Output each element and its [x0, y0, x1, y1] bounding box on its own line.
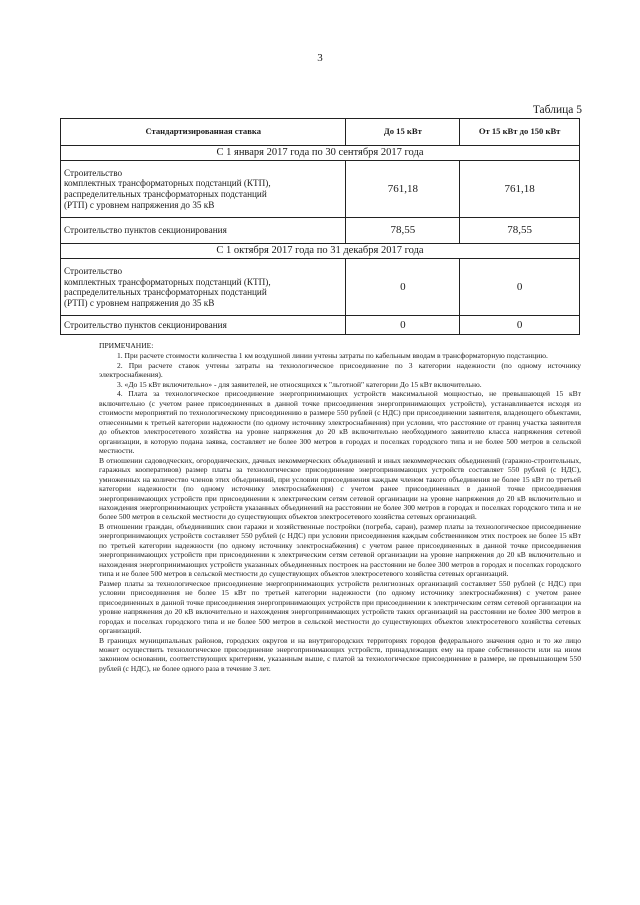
notes-section — [99, 341, 581, 673]
note-paragraph: 1. При расчете стоимости количества 1 км воздушной линии учтены затраты по кабельным вводам в трансформаторную подстанцию. — [117, 351, 548, 361]
rate-value-15-to-150: 0 — [460, 316, 580, 335]
header-up-to-15kw: До 15 кВт — [346, 119, 460, 146]
rate-name: Строительство пунктов секционирования — [61, 218, 346, 244]
period-row — [61, 146, 580, 161]
rate-value-15-to-150: 0 — [460, 259, 580, 316]
note-paragraph: 2. При расчете ставок учтены затраты на технологическое присоединение по 3 категории надежности (по одному источнику электроснабжения). — [99, 360, 581, 380]
notes-title: ПРИМЕЧАНИЕ: — [99, 341, 154, 350]
rate-value-up-to-15: 0 — [346, 316, 460, 335]
page-number: 3 — [317, 52, 323, 64]
table-row — [61, 259, 580, 316]
rate-value-up-to-15: 0 — [346, 259, 460, 316]
rate-name: Строительство пунктов секционирования — [61, 316, 346, 335]
note-paragraph: 3. «До 15 кВт включительно» - для заявителей, не относящихся к "льготной" категории До 15 кВт включительно. — [117, 379, 482, 389]
rate-value-15-to-150: 78,55 — [460, 218, 580, 244]
note-paragraph: В отношении садоводческих, огороднических, дачных некоммерческих объединений и иных некоммерческих объединений (гаражно-строительных, гаражных кооперативов) размер платы за технологическое присоединение энергопринимающих устройств составляет 550 рублей (с НДС), умноженных на количество членов этих объединений, при условии присоединения каждым членом такого объединения не более 15 кВт по третьей категории надежности (по одному источнику электроснабжения) с учетом ранее присоединенных в данной точке присоединения энергопринимающих устройств при присоединении к электрическим сетям сетевой организации на уровне напряжения до 20 кВ включительно и нахождения энергопринимающих устройств указанных объединений на расстоянии не более 300 метров в городах и поселках городского типа и не более 500 метров в сельской местности до существующих объектов электросетевого хозяйства сетевых организаций. — [99, 455, 581, 522]
period-label: С 1 октября 2017 года по 31 декабря 2017 года — [61, 244, 580, 259]
note-paragraph: В границах муниципальных районов, городских округов и на внутригородских территориях городов федерального значения одно и то же лицо может осуществить технологическое присоединение энергопринимающих устройств, принадлежащих ему на праве собственности или на ином законном основании, соответствующих критериям, указанным выше, с платой за технологическое присоединение в размере, не превышающем 550 рублей (с НДС), не более одного раза в течение 3 лет. — [99, 635, 581, 673]
table-row — [61, 316, 580, 335]
rate-value-15-to-150: 761,18 — [460, 161, 580, 218]
header-rate: Стандартизированная ставка — [61, 119, 346, 146]
rate-name: Строительство комплектных трансформаторных подстанций (КТП), распределительных трансформаторных подстанций (РТП) с уровнем напряжения до 35 кВ — [61, 259, 346, 316]
note-paragraph: 4. Плата за технологическое присоединение энергопринимающих устройств максимальной мощностью, не превышающей 15 кВт включительно (с учетом ранее присоединенных в данной точке присоединения энергопринимающих устройств), устанавливается исходя из стоимости мероприятий по технологическому присоединению в размере 550 рублей (с НДС) при присоединении заявителя, владеющего объектами, отнесенными к третьей категории надежности (по одному источнику электроснабжения) при условии, что расстояние от границ участка заявителя до объектов электросетевого хозяйства на уровне напряжения до 20 кВ включительно необходимого заявителю класса напряжения сетевой организации, в которую подана заявка, составляет не более 300 метров в городах и поселках городского типа и не более 500 метров в сельской местности. — [99, 389, 581, 456]
table-row — [61, 161, 580, 218]
period-row — [61, 244, 580, 259]
table-caption: Таблица 5 — [532, 104, 582, 116]
note-paragraph: В отношении граждан, объединивших свои гаражи и хозяйственные постройки (погреба, сараи), размер платы за технологическое присоединение энергопринимающих устройств составляет 550 рублей (с НДС) при условии присоединения каждым собственником этих построек не более 15 кВт по третьей категории надежности (по одному источнику электроснабжения) с учетом ранее присоединенных в данной точке присоединения энергопринимающих устройств при присоединении к электрическим сетям сетевой организации на уровне напряжения до 20 кВ включительно и нахождения энергопринимающих устройств указанных объединенных построек на расстоянии не более 300 метров в городах и поселках городского типа и не более 500 метров в сельской местности до существующих объектов электросетевого хозяйства сетевых организаций. — [99, 521, 581, 579]
table-header-row — [61, 119, 580, 146]
rate-name: Строительство комплектных трансформаторных подстанций (КТП), распределительных трансформаторных подстанций (РТП) с уровнем напряжения до 35 кВ — [61, 161, 346, 218]
rate-value-up-to-15: 761,18 — [346, 161, 460, 218]
rates-table — [60, 118, 580, 335]
rate-value-up-to-15: 78,55 — [346, 218, 460, 244]
header-15-to-150kw: От 15 кВт до 150 кВт — [460, 119, 580, 146]
note-paragraph: Размер платы за технологическое присоединение энергопринимающих устройств религиозных организаций составляет 550 рублей (с НДС) при условии присоединения не более 15 кВт по третьей категории надежности (по одному источнику электроснабжения) с учетом ранее присоединенных в данной точке присоединения энергопринимающих устройств при присоединении к электрическим сетям сетевой организации на уровне напряжения до 20 кВ включительно и нахождения энергопринимающих устройств таких организаций на расстоянии не более 300 метров в городах и поселках городского типа и не более 500 метров в сельской местности до существующих объектов электросетевого хозяйства сетевых организаций. — [99, 578, 581, 636]
table-row — [61, 218, 580, 244]
period-label: С 1 января 2017 года по 30 сентября 2017 года — [61, 146, 580, 161]
